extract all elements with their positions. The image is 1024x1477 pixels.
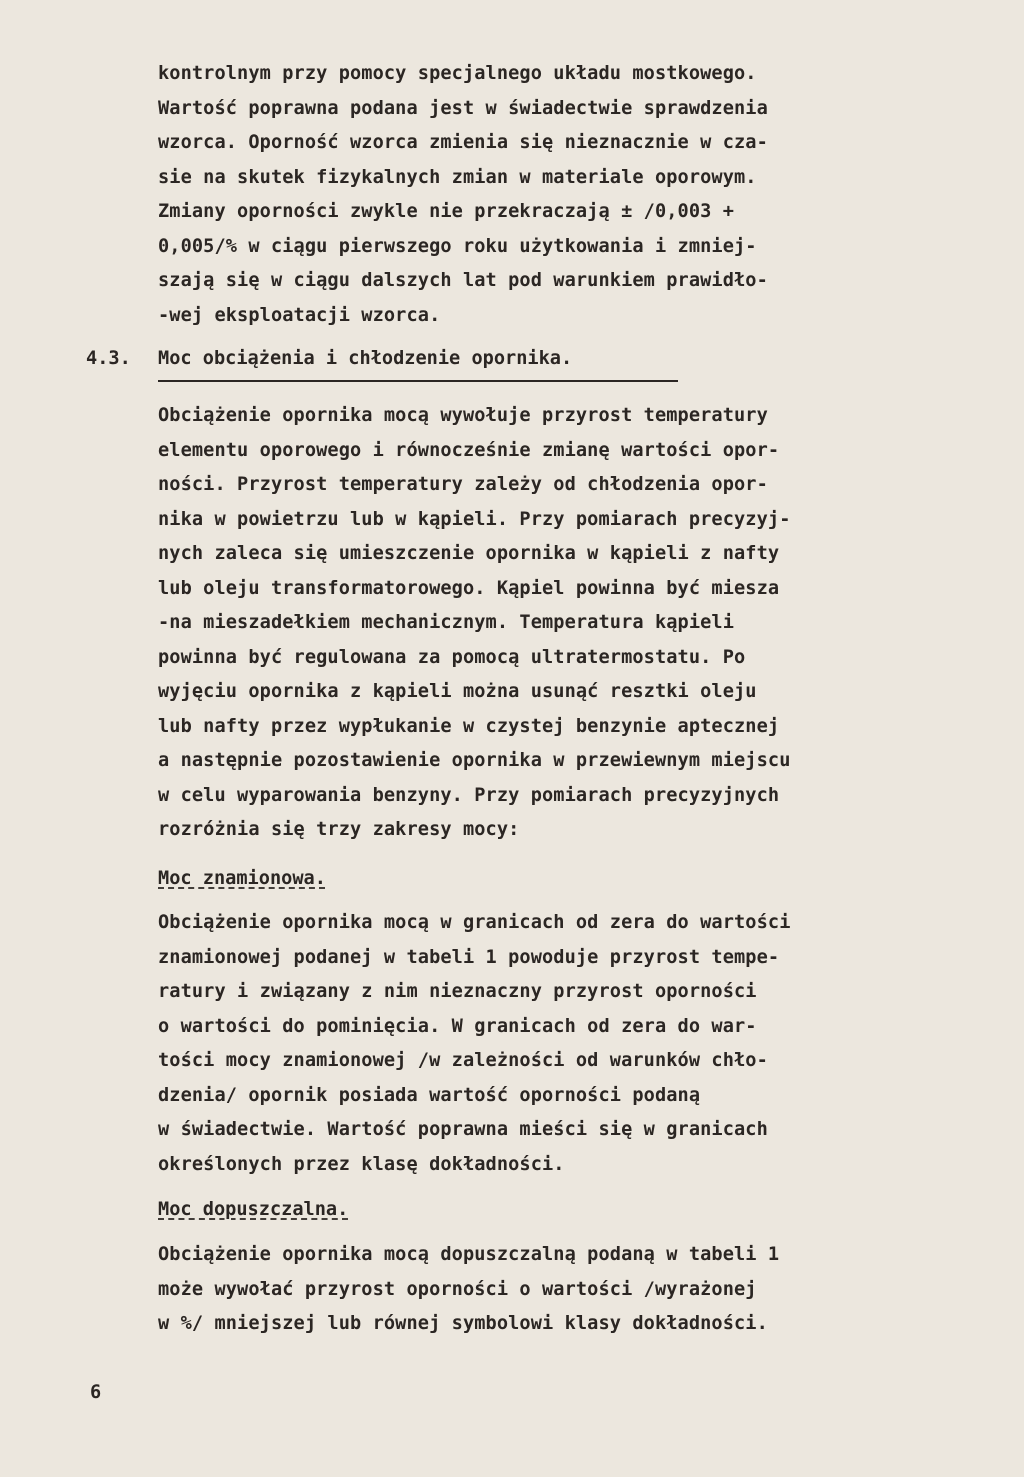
text-line: tości mocy znamionowej /w zależności od warunków chło- — [158, 1050, 768, 1071]
text-line: Obciążenie opornika mocą w granicach od zera do wartości — [158, 912, 791, 933]
paragraph-rated-power — [158, 906, 958, 1182]
text-line: szają się w ciągu dalszych lat pod warunkiem prawidło- — [158, 270, 768, 291]
text-line: nych zaleca się umieszczenie opornika w kąpieli z nafty — [158, 543, 780, 564]
text-line: a następnie pozostawienie opornika w przewiewnym miejscu — [158, 750, 791, 771]
text-line: lub nafty przez wypłukanie w czystej benzynie aptecznej — [158, 715, 780, 737]
text-line: w celu wyparowania benzyny. Przy pomiarach precyzyjnych — [158, 784, 780, 806]
text-line: kontrolnym przy pomocy specjalnego układu mostkowego. — [158, 63, 757, 84]
text-line: w %/ mniejszej lub równej symbolowi klasy dokładności. — [158, 1313, 768, 1334]
text-line: Obciążenie opornika mocą wywołuje przyrost temperatury — [158, 405, 768, 426]
text-line: ratury i związany z nim nieznaczny przyrost oporności — [158, 981, 757, 1002]
text-line: sie na skutek fizykalnych zmian w materiale oporowym. — [158, 166, 757, 188]
section-number: 4.3. — [86, 348, 131, 369]
text-line: określonych przez klasę dokładności. — [158, 1153, 565, 1175]
text-line: elementu oporowego i równocześnie zmianę wartości opor- — [158, 439, 780, 461]
section-title-underline — [158, 380, 678, 382]
paragraph-permissible-power — [158, 1238, 958, 1342]
subsection-title-permissible-power: Moc dopuszczalna. — [158, 1199, 349, 1220]
text-line: znamionowej podanej w tabeli 1 powoduje przyrost tempe- — [158, 946, 780, 968]
text-line: 0,005/% w ciągu pierwszego roku użytkowania i zmniej- — [158, 235, 757, 257]
text-line: Obciążenie opornika mocą dopuszczalną podaną w tabeli 1 — [158, 1244, 780, 1265]
text-line: Wartość poprawna podana jest w świadectwie sprawdzenia — [158, 97, 768, 119]
page-number: 6 — [90, 1382, 102, 1403]
text-line: rozróżnia się trzy zakresy mocy: — [158, 819, 520, 840]
paragraph-load-and-cooling — [158, 399, 958, 848]
text-line: może wywołać przyrost oporności o wartości /wyrażonej — [158, 1278, 757, 1300]
text-line: -na mieszadełkiem mechanicznym. Temperatura kąpieli — [158, 612, 735, 633]
paragraph-continued — [158, 57, 958, 333]
text-line: wzorca. Oporność wzorca zmienia się nieznacznie w cza- — [158, 132, 768, 153]
text-line: o wartości do pominięcia. W granicach od zera do war- — [158, 1015, 757, 1037]
text-line: w świadectwie. Wartość poprawna mieści się w granicach — [158, 1119, 768, 1140]
section-title: Moc obciążenia i chłodzenie opornika. — [158, 348, 573, 369]
text-line: powinna być regulowana za pomocą ultratermostatu. Po — [158, 646, 746, 668]
text-line: -wej eksploatacji wzorca. — [158, 304, 441, 326]
subsection-title-rated-power: Moc znamionowa. — [158, 868, 326, 889]
text-line: wyjęciu opornika z kąpieli można usunąć resztki oleju — [158, 681, 757, 702]
text-line: nika w powietrzu lub w kąpieli. Przy pomiarach precyzyj- — [158, 508, 791, 530]
text-line: dzenia/ opornik posiada wartość oporności podaną — [158, 1084, 701, 1106]
text-line: Zmiany oporności zwykle nie przekraczają ± /0,003 + — [158, 201, 735, 222]
text-line: ności. Przyrost temperatury zależy od chłodzenia opor- — [158, 474, 768, 495]
text-line: lub oleju transformatorowego. Kąpiel powinna być miesza — [158, 577, 780, 599]
